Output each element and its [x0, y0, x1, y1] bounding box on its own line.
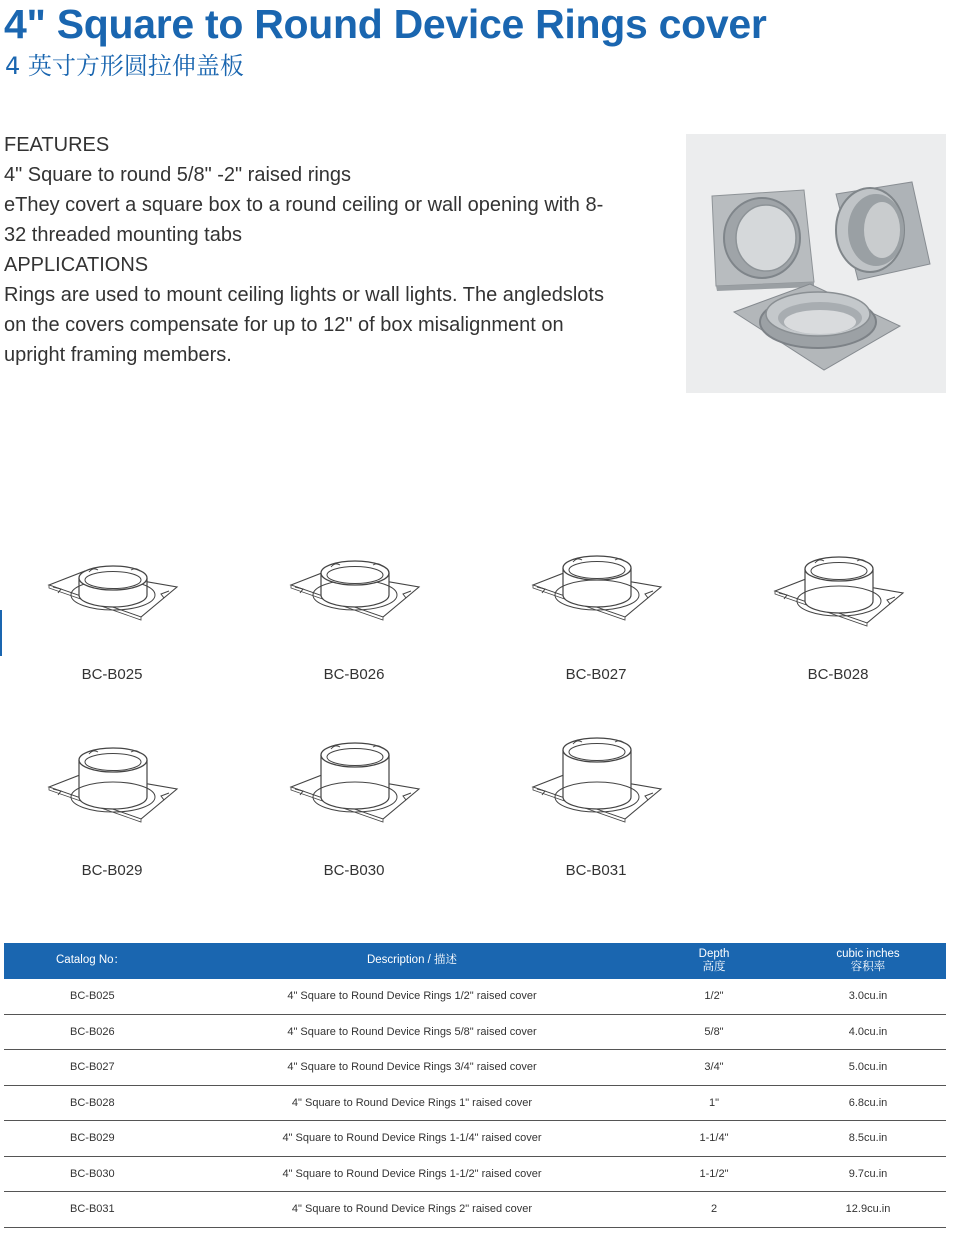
- cell-description: 4" Square to Round Device Rings 1/2" raised cover: [186, 979, 638, 1015]
- table-row: [4, 979, 946, 1015]
- header-cubic-cn: 容积率: [850, 960, 886, 973]
- cell-cubic: 5.0cu.in: [790, 1050, 946, 1086]
- product-code: BC-B030: [323, 862, 385, 879]
- device-ring-drawing: [287, 735, 423, 835]
- cell-catalog: BC-B030: [4, 1156, 186, 1192]
- cell-catalog: BC-B031: [4, 1192, 186, 1228]
- features-heading: FEATURES: [4, 134, 110, 156]
- cell-catalog: BC-B029: [4, 1121, 186, 1157]
- product-item: [32, 735, 192, 905]
- page-edge-marker: [0, 610, 2, 656]
- product-item: [758, 539, 918, 709]
- product-code: BC-B025: [81, 666, 143, 683]
- table-row: [4, 1014, 946, 1050]
- feature-item-2: eThey covert a square box to a round ceiling or wall opening with 8-32 threaded mounting tabs: [4, 194, 604, 246]
- device-ring-drawing: [45, 735, 181, 835]
- cell-catalog: BC-B025: [4, 979, 186, 1015]
- cell-description: 4" Square to Round Device Rings 1" raised cover: [186, 1085, 638, 1121]
- device-ring-drawing: [45, 539, 181, 639]
- product-item: [274, 539, 434, 709]
- header-depth: [638, 943, 790, 979]
- cell-depth: 1": [638, 1085, 790, 1121]
- applications-heading: APPLICATIONS: [4, 254, 149, 276]
- cell-depth: 1/2": [638, 979, 790, 1015]
- table-row: [4, 1121, 946, 1157]
- product-code: BC-B026: [323, 666, 385, 683]
- cell-cubic: 6.8cu.in: [790, 1085, 946, 1121]
- product-description: [4, 130, 644, 370]
- product-code: BC-B027: [565, 666, 627, 683]
- table-row: [4, 1156, 946, 1192]
- applications-text: Rings are used to mount ceiling lights or wall lights. The angledslots on the covers compensate for up to 12" of box misalignment on upright framing members.: [4, 284, 604, 366]
- page-title: 4" Square to Round Device Rings cover: [4, 1, 767, 47]
- cell-cubic: 9.7cu.in: [790, 1156, 946, 1192]
- page-subtitle-chinese: 4 英寸方形圆拉伸盖板: [5, 52, 244, 80]
- cell-catalog: BC-B028: [4, 1085, 186, 1121]
- device-ring-drawing: [529, 539, 665, 639]
- device-ring-drawing: [771, 539, 907, 639]
- cell-description: 4" Square to Round Device Rings 5/8" raised cover: [186, 1014, 638, 1050]
- product-photo: [686, 134, 946, 393]
- cell-cubic: 4.0cu.in: [790, 1014, 946, 1050]
- cell-cubic: 12.9cu.in: [790, 1192, 946, 1228]
- cell-depth: 3/4": [638, 1050, 790, 1086]
- table-header-row: [4, 943, 946, 979]
- header-depth-en: Depth: [698, 947, 730, 960]
- product-item: [516, 539, 676, 709]
- product-code: BC-B029: [81, 862, 143, 879]
- cell-description: 4" Square to Round Device Rings 3/4" raised cover: [186, 1050, 638, 1086]
- cell-catalog: BC-B027: [4, 1050, 186, 1086]
- cell-depth: 2: [638, 1192, 790, 1228]
- table-row: [4, 1192, 946, 1228]
- product-code: BC-B028: [807, 666, 869, 683]
- header-depth-cn: 高度: [702, 960, 726, 973]
- cell-depth: 1-1/2": [638, 1156, 790, 1192]
- cell-depth: 1-1/4": [638, 1121, 790, 1157]
- product-code: BC-B031: [565, 862, 627, 879]
- device-ring-drawing: [287, 539, 423, 639]
- header-description: Description / 描述: [186, 943, 638, 979]
- cell-cubic: 3.0cu.in: [790, 979, 946, 1015]
- cell-description: 4" Square to Round Device Rings 1-1/4" raised cover: [186, 1121, 638, 1157]
- spec-table: [4, 943, 946, 1228]
- table-row: [4, 1050, 946, 1086]
- header-cubic-en: cubic inches: [836, 947, 900, 960]
- header-cubic: [790, 943, 946, 979]
- product-item: [516, 735, 676, 905]
- cell-depth: 5/8": [638, 1014, 790, 1050]
- cell-description: 4" Square to Round Device Rings 1-1/2" raised cover: [186, 1156, 638, 1192]
- cell-cubic: 8.5cu.in: [790, 1121, 946, 1157]
- cell-description: 4" Square to Round Device Rings 2" raised cover: [186, 1192, 638, 1228]
- device-ring-drawing: [529, 735, 665, 835]
- feature-item-1: 4" Square to round 5/8" -2" raised rings: [4, 164, 352, 186]
- product-item: [274, 735, 434, 905]
- product-item: [32, 539, 192, 709]
- cell-catalog: BC-B026: [4, 1014, 186, 1050]
- header-catalog: Catalog No：: [4, 943, 186, 979]
- table-row: [4, 1085, 946, 1121]
